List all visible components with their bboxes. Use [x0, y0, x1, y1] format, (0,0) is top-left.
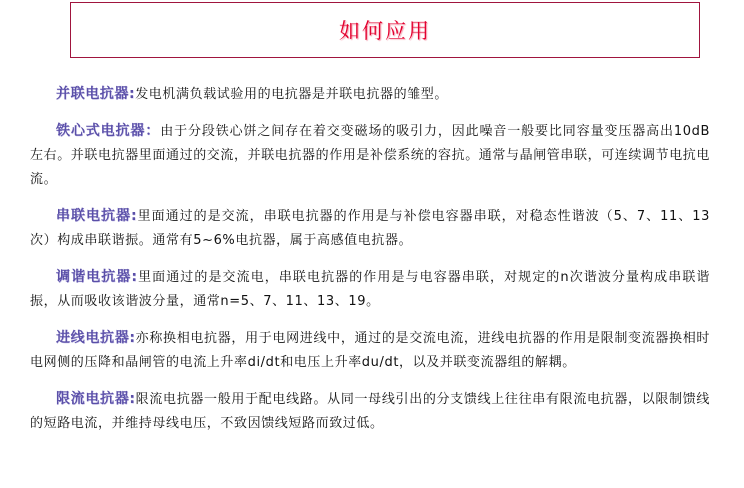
- section-current-limiting-reactor: [30, 387, 710, 436]
- term-series-reactor: 串联电抗器:: [56, 208, 138, 224]
- section-iron-core-reactor: [30, 119, 710, 192]
- section-shunt-reactor: [30, 82, 710, 107]
- desc-current-limiting-reactor: 限流电抗器一般用于配电线路。从同一母线引出的分支馈线上往往串有限流电抗器，以限制馈线的短路电流，并维持母线电压，不致因馈线短路而致过低。: [30, 392, 711, 431]
- section-series-reactor: [30, 204, 710, 253]
- desc-tuning-reactor: 里面通过的是交流电，串联电抗器的作用是与电容器串联，对规定的n次谐波分量构成串联谐振，从而吸收该谐波分量，通常n=5、7、11、13、19。: [30, 270, 711, 309]
- section-line-reactor: [30, 326, 710, 375]
- page-title: 如何应用: [339, 19, 431, 43]
- term-current-limiting-reactor: 限流电抗器:: [56, 391, 136, 407]
- content: [30, 82, 710, 448]
- desc-series-reactor: 里面通过的是交流，串联电抗器的作用是与补偿电容器串联，对稳态性谐波（5、7、11、13次）构成串联谐振。通常有5~6%电抗器，属于高感值电抗器。: [30, 209, 710, 248]
- term-line-reactor: 进线电抗器:: [56, 330, 136, 346]
- term-shunt-reactor: 并联电抗器:: [56, 86, 136, 102]
- title-box: [70, 2, 700, 58]
- desc-line-reactor: 亦称换相电抗器，用于电网进线中，通过的是交流电流，进线电抗器的作用是限制变流器换相时电网侧的压降和晶闸管的电流上升率di/dt和电压上升率du/dt，以及并联变流器组的解耦。: [30, 331, 711, 370]
- desc-shunt-reactor: 发电机满负载试验用的电抗器是并联电抗器的雏型。: [135, 87, 449, 102]
- section-tuning-reactor: [30, 265, 710, 314]
- term-iron-core-reactor: 铁心式电抗器：: [56, 123, 161, 139]
- term-tuning-reactor: 调谐电抗器:: [56, 269, 138, 285]
- desc-iron-core-reactor: 由于分段铁心饼之间存在着交变磁场的吸引力，因此噪音一般要比同容量变压器高出10dB左右。并联电抗器里面通过的交流，并联电抗器的作用是补偿系统的容抗。通常与晶闸管串联，可连续调节电抗电流。: [30, 124, 711, 187]
